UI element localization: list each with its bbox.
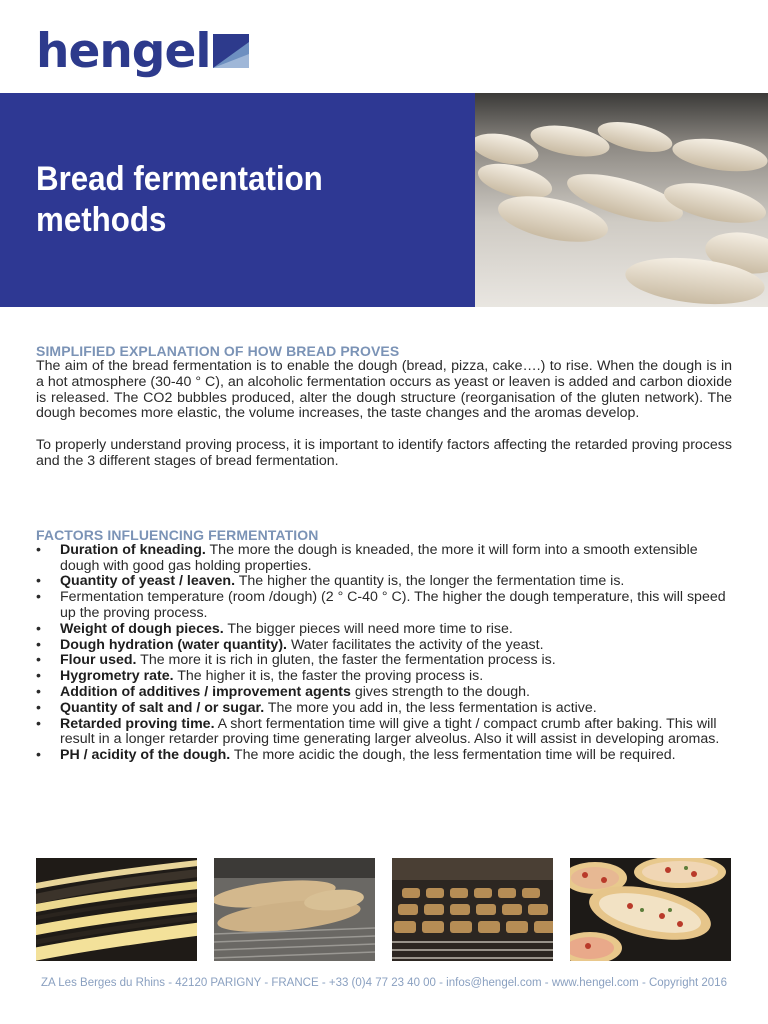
list-item	[36, 574, 732, 590]
list-item	[36, 653, 732, 669]
factor-name: Flour used.	[60, 652, 137, 669]
hero-banner	[0, 93, 768, 307]
bullet-icon: •	[36, 747, 41, 764]
explanation-section	[36, 343, 732, 470]
factor-description: The more the dough is kneaded, the more it will form into a smooth extensible dough with good gas holding properties.	[60, 541, 698, 574]
factor-name: Hygrometry rate.	[60, 668, 174, 685]
list-item	[36, 622, 732, 638]
bullet-icon: •	[36, 699, 41, 716]
title-line-1: Bread fermentation	[36, 160, 323, 198]
main-content	[36, 343, 732, 764]
bullet-icon: •	[36, 652, 41, 669]
factor-description: The higher the quantity is, the longer the fermentation time is.	[235, 573, 625, 590]
bullet-icon: •	[36, 636, 41, 653]
paragraph: To properly understand proving process, it is important to identify factors affecting the retarded proving process and the 3 different stages of bread fermentation.	[36, 437, 732, 469]
photo-strip	[36, 858, 731, 961]
hero-title-panel	[0, 93, 475, 307]
cookies-on-rack-photo	[392, 858, 553, 961]
footer-contact: ZA Les Berges du Rhins - 42120 PARIGNY - FRANCE - +33 (0)4 77 23 40 00 - infos@hengel.com - www.hengel.com - Copyright 2016	[41, 977, 727, 989]
bullet-icon: •	[36, 573, 41, 590]
factor-description: Water facilitates the activity of the yeast.	[287, 636, 544, 653]
bullet-icon: •	[36, 715, 41, 732]
pizzas-on-tray-photo	[570, 858, 731, 961]
bread-dough-photo	[475, 93, 768, 307]
title-line-2: methods	[36, 201, 167, 239]
logo-wordmark: hengel	[36, 24, 211, 79]
factor-description: Fermentation temperature (room /dough) (2 ° C-40 ° C). The higher the dough temperature, this will speed up the proving process.	[60, 589, 726, 621]
bullet-icon: •	[36, 668, 41, 685]
page-title	[36, 159, 422, 241]
logo-flag-icon	[213, 34, 249, 68]
factor-name: Quantity of salt and / or sugar.	[60, 699, 265, 716]
factor-name: Addition of additives / improvement agents	[60, 683, 351, 700]
list-item	[36, 685, 732, 701]
paragraph: The aim of the bread fermentation is to enable the dough (bread, pizza, cake….) to rise. When the dough is in a hot atmosphere (30-40 ° C), an alcoholic fermentation occurs as yeast or leaven is added and carbon dioxide is released. The CO2 bubbles produced, alter the dough structure (reorganisation of the gluten network). The dough becomes more elastic, the volume increases, the taste changes and the aromas develop.	[36, 358, 732, 422]
factor-name: Dough hydration (water quantity).	[60, 636, 287, 653]
factor-description: The higher it is, the faster the proving process is.	[173, 668, 484, 685]
factor-name: Quantity of yeast / leaven.	[60, 573, 236, 590]
factors-list	[36, 543, 732, 764]
section-heading: FACTORS INFLUENCING FERMENTATION	[36, 526, 319, 543]
factor-description: The more it is rich in gluten, the faster the fermentation process is.	[136, 652, 556, 669]
list-item	[36, 701, 732, 717]
list-item	[36, 748, 732, 764]
factor-description: A short fermentation time will give a tight / compact crumb after baking. This will result in a longer retarder proving time generating larger alveolus. Also it will assist in developing aromas.	[60, 715, 720, 748]
hengel-logo	[36, 24, 249, 80]
list-item	[36, 543, 732, 575]
list-item	[36, 590, 732, 622]
factor-description: The more acidic the dough, the less fermentation time will be required.	[230, 747, 676, 764]
factor-name: Duration of kneading.	[60, 541, 206, 558]
bullet-icon: •	[36, 683, 41, 700]
list-item	[36, 669, 732, 685]
baguette-tray-photo	[36, 858, 197, 961]
baguettes-on-rack-photo	[214, 858, 375, 961]
list-item	[36, 717, 732, 749]
list-item	[36, 638, 732, 654]
factor-description: The more you add in, the less fermentation is active.	[264, 699, 597, 716]
factors-section	[36, 527, 732, 764]
bullet-icon: •	[36, 589, 41, 606]
factor-description: The bigger pieces will need more time to rise.	[223, 620, 513, 637]
factor-name: Retarded proving time.	[60, 715, 215, 732]
factor-description: gives strength to the dough.	[350, 683, 530, 700]
bullet-icon: •	[36, 541, 41, 558]
factor-name: PH / acidity of the dough.	[60, 747, 231, 764]
section-heading: SIMPLIFIED EXPLANATION OF HOW BREAD PROVES	[36, 343, 400, 359]
bullet-icon: •	[36, 620, 41, 637]
factor-name: Weight of dough pieces.	[60, 620, 224, 637]
